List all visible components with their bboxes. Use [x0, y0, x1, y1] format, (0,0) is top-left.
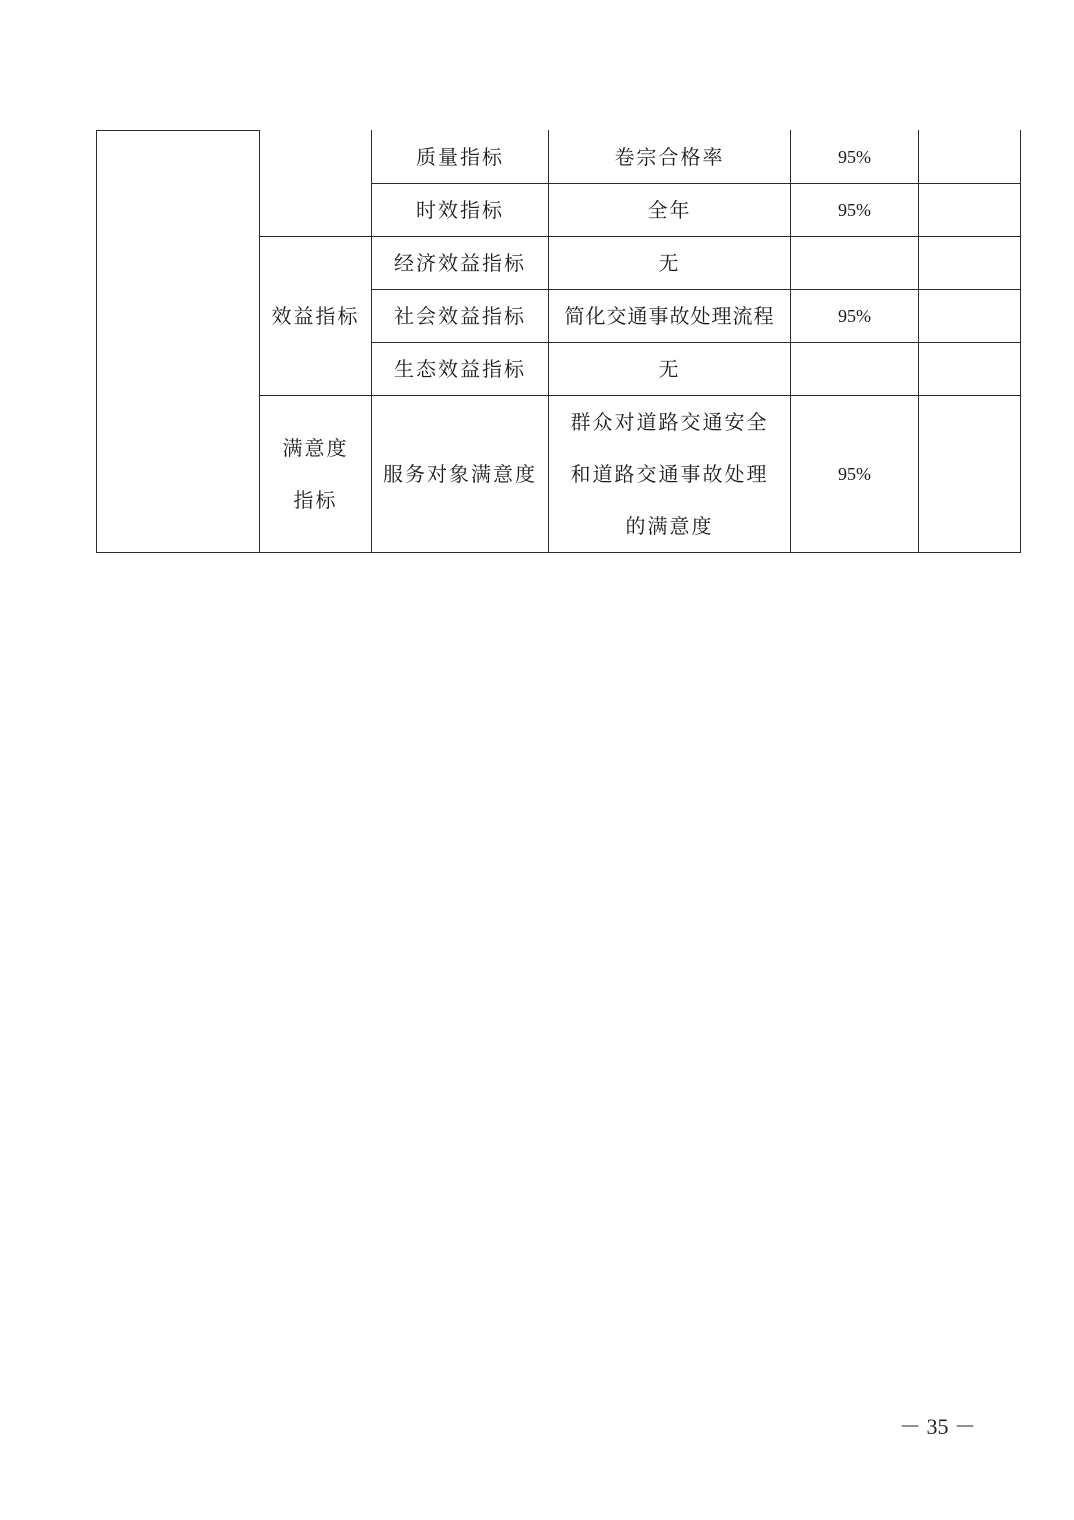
indicator-level2-cell: 满意度指标 — [282, 436, 349, 512]
indicator-level3-cell: 质量指标 — [416, 144, 504, 169]
indicator-note-cell — [919, 130, 1020, 183]
indicator-content-cell: 全年 — [647, 198, 692, 222]
table-rule — [1020, 130, 1021, 553]
indicator-content-cell: 卷宗合格率 — [614, 144, 725, 169]
indicator-content-cell: 无 — [658, 251, 681, 275]
indicator-value-cell — [791, 237, 918, 289]
indicator-level3-cell: 经济效益指标 — [394, 251, 526, 275]
indicator-content-cell: 无 — [658, 357, 681, 381]
indicator-level3-cell: 生态效益指标 — [394, 357, 526, 381]
table-rule — [96, 130, 260, 131]
indicator-note-cell — [919, 343, 1020, 395]
indicator-content-cell: 群众对道路交通安全和道路交通事故处理的满意度 — [570, 410, 769, 538]
indicator-value-cell: 95% — [838, 464, 871, 484]
table-rule — [96, 552, 1021, 553]
indicator-level3-cell: 社会效益指标 — [394, 304, 526, 328]
indicator-content-cell: 简化交通事故处理流程 — [564, 304, 775, 328]
indicator-value-cell: 95% — [838, 306, 871, 326]
indicator-note-cell — [919, 237, 1020, 289]
indicator-value-cell: 95% — [838, 200, 871, 220]
indicator-level3-cell: 服务对象满意度 — [383, 462, 537, 486]
indicator-value-cell: 95% — [838, 146, 871, 167]
indicator-note-cell — [919, 184, 1020, 236]
indicator-value-cell — [791, 343, 918, 395]
indicator-level3-cell: 时效指标 — [416, 198, 504, 222]
table-rule — [96, 130, 97, 553]
indicator-note-cell — [919, 290, 1020, 342]
indicator-level2-cell: 效益指标 — [271, 304, 360, 328]
page-number: － 35 － — [898, 1414, 976, 1439]
indicator-note-cell — [919, 396, 1020, 552]
